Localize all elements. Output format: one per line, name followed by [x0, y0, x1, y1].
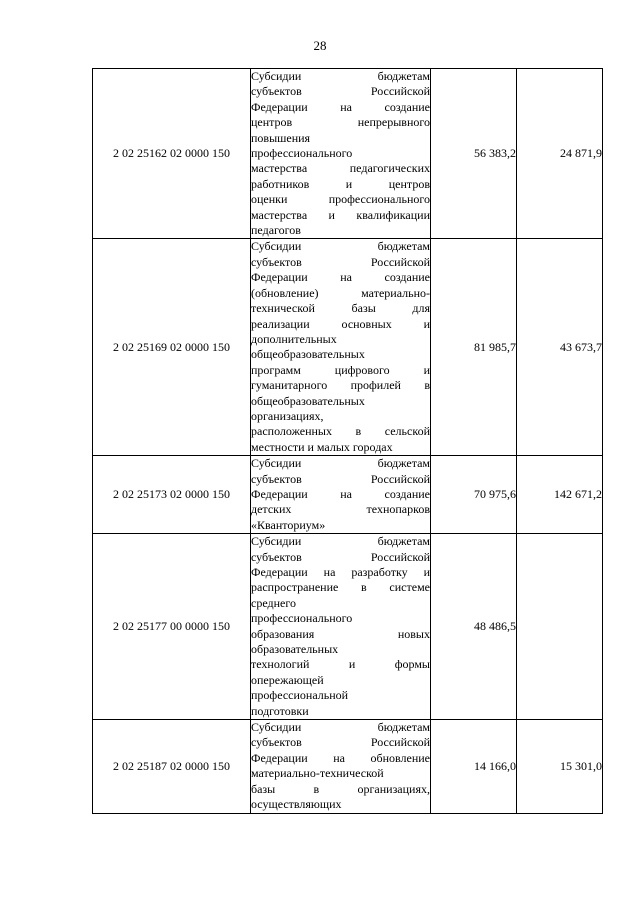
amount-cell-1: 81 985,7 — [431, 239, 517, 456]
description-line: Субсидии бюджетам — [251, 534, 430, 549]
description-line: центров непрерывного — [251, 115, 430, 130]
page-number: 28 — [313, 38, 327, 53]
description-line: Субсидии бюджетам — [251, 720, 430, 735]
table-row — [93, 456, 603, 534]
description-line: дополнительных — [251, 331, 337, 346]
description-line: Федерации на обновление — [251, 750, 430, 765]
description-cell — [251, 720, 431, 813]
description-line: технологий и формы — [251, 657, 430, 672]
budget-table-body — [93, 69, 603, 814]
description-line: осуществляющих — [251, 797, 342, 812]
description-line: материально-технической — [251, 766, 384, 781]
description-line: базы в организациях, — [251, 781, 430, 796]
description-line: расположенных в сельской — [251, 424, 430, 439]
table-row — [93, 239, 603, 456]
description-cell — [251, 69, 431, 239]
description-line: мастерства педагогических — [251, 161, 430, 176]
description-line: образования новых — [251, 626, 430, 641]
description-cell — [251, 534, 431, 720]
table-row — [93, 720, 603, 813]
description-line: работников и центров — [251, 176, 430, 191]
description-line: реализации основных и — [251, 316, 430, 331]
description-line: субъектов Российской — [251, 549, 430, 564]
budget-code-cell: 2 02 25162 02 0000 150 — [93, 69, 251, 239]
description-line: Субсидии бюджетам — [251, 69, 430, 83]
description-line: оценки профессионального — [251, 192, 430, 207]
description-line: детских технопарков — [251, 502, 430, 517]
description-line: Субсидии бюджетам — [251, 456, 430, 471]
description-line: Федерации на создание — [251, 99, 430, 114]
amount-cell-2: 43 673,7 — [517, 239, 603, 456]
description-line: организациях, — [251, 408, 324, 423]
description-line: общеобразовательных — [251, 393, 365, 408]
description-line: технической базы для — [251, 301, 430, 316]
description-line: программ цифрового и — [251, 362, 430, 377]
table-row — [93, 69, 603, 239]
amount-cell-1: 48 486,5 — [431, 534, 517, 720]
table-row — [93, 534, 603, 720]
budget-code-cell: 2 02 25177 00 0000 150 — [93, 534, 251, 720]
description-line: педагогов — [251, 223, 301, 238]
budget-table — [92, 68, 603, 814]
description-line: подготовки — [251, 703, 309, 718]
description-line: среднего — [251, 595, 296, 610]
description-line: профессионального — [251, 146, 353, 161]
description-cell — [251, 239, 431, 456]
description-line: Федерации на создание — [251, 486, 430, 501]
description-line: мастерства и квалификации — [251, 207, 430, 222]
description-cell — [251, 456, 431, 534]
amount-cell-1: 56 383,2 — [431, 69, 517, 239]
description-line: опережающей — [251, 672, 324, 687]
amount-cell-2: 24 871,9 — [517, 69, 603, 239]
description-line: гуманитарного профилей в — [251, 378, 430, 393]
budget-code-cell: 2 02 25187 02 0000 150 — [93, 720, 251, 813]
description-line: общеобразовательных — [251, 347, 365, 362]
description-line: распространение в системе — [251, 580, 430, 595]
description-line: (обновление) материально- — [251, 285, 430, 300]
description-line: субъектов Российской — [251, 471, 430, 486]
description-line: «Кванториум» — [251, 517, 326, 532]
description-line: повышения — [251, 130, 311, 145]
budget-code-cell: 2 02 25173 02 0000 150 — [93, 456, 251, 534]
budget-code-cell: 2 02 25169 02 0000 150 — [93, 239, 251, 456]
description-line: субъектов Российской — [251, 735, 430, 750]
description-line: профессиональной — [251, 688, 349, 703]
amount-cell-2: 15 301,0 — [517, 720, 603, 813]
description-line: профессионального — [251, 611, 353, 626]
description-line: образовательных — [251, 642, 339, 657]
description-line: субъектов Российской — [251, 84, 430, 99]
description-line: Федерации на создание — [251, 270, 430, 285]
description-line: Федерации на разработку и — [251, 565, 430, 579]
amount-cell-1: 14 166,0 — [431, 720, 517, 813]
description-line: местности и малых городах — [251, 439, 393, 454]
description-line: Субсидии бюджетам — [251, 239, 430, 254]
amount-cell-2 — [517, 534, 603, 720]
amount-cell-1: 70 975,6 — [431, 456, 517, 534]
description-line: субъектов Российской — [251, 254, 430, 269]
amount-cell-2: 142 671,2 — [517, 456, 603, 534]
